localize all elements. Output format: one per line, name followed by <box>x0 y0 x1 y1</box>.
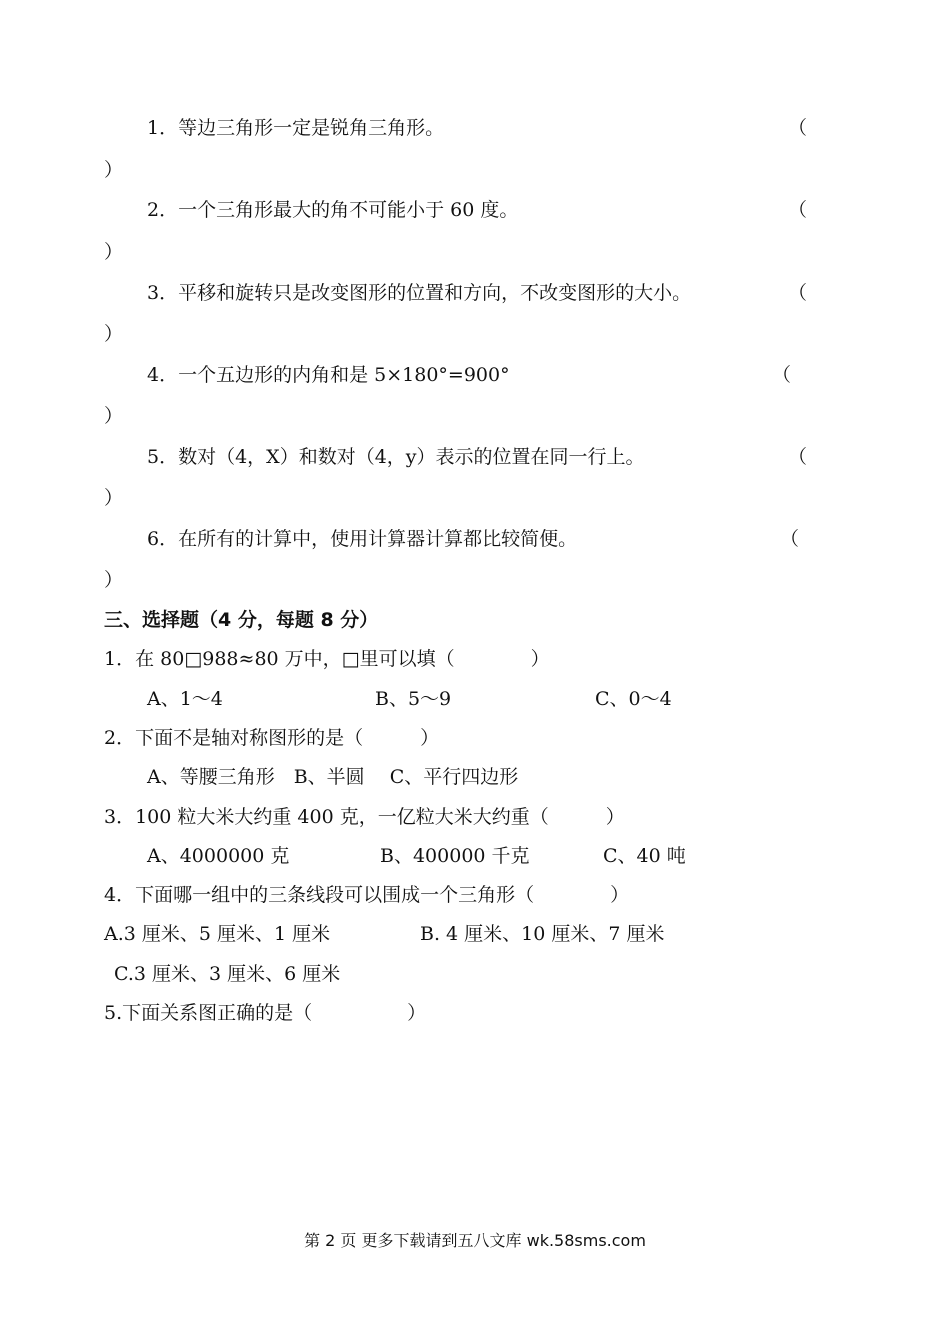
choice-3-option-b: B、400000 千克 <box>380 845 530 867</box>
choice-3-option-a: A、4000000 克 <box>147 845 290 867</box>
judgment-item-6: 6．在所有的计算中，使用计算器计算都比较简便。 <box>147 528 578 550</box>
choice-2-options: A、等腰三角形 B、半圆 C、平行四边形 <box>147 766 519 788</box>
answer-paren-open-2: （ <box>788 199 808 221</box>
choice-4-option-b: B. 4 厘米、10 厘米、7 厘米 <box>420 923 665 945</box>
judgment-item-5: 5．数对（4，X）和数对（4，y）表示的位置在同一行上。 <box>147 446 645 468</box>
choice-4-option-c: C.3 厘米、3 厘米、6 厘米 <box>114 963 341 985</box>
choice-question-1: 1．在 80□988≈80 万中，□里可以填（ ） <box>104 648 550 670</box>
judgment-item-4: 4．一个五边形的内角和是 5×180°=900° <box>147 364 510 386</box>
choice-question-2: 2．下面不是轴对称图形的是（ ） <box>104 727 440 749</box>
choice-question-3: 3．100 粒大米大约重 400 克，一亿粒大米大约重（ ） <box>104 806 625 828</box>
answer-paren-open-6: （ <box>780 528 800 550</box>
answer-paren-close-1: ） <box>104 159 124 181</box>
answer-paren-open-4: （ <box>772 364 792 386</box>
section-heading-choice: 三、选择题（4 分，每题 8 分） <box>104 609 379 631</box>
page-footer: 第 2 页 更多下载请到五八文库 wk.58sms.com <box>304 1231 646 1250</box>
choice-question-5: 5.下面关系图正确的是（ ） <box>104 1002 427 1024</box>
answer-paren-open-5: （ <box>788 446 808 468</box>
choice-1-option-a: A、1～4 <box>147 688 223 710</box>
answer-paren-close-3: ） <box>104 323 124 345</box>
answer-paren-close-5: ） <box>104 487 124 509</box>
answer-paren-open-1: （ <box>788 117 808 139</box>
judgment-item-3: 3．平移和旋转只是改变图形的位置和方向，不改变图形的大小。 <box>147 282 692 304</box>
answer-paren-open-3: （ <box>788 282 808 304</box>
answer-paren-close-4: ） <box>104 405 124 427</box>
answer-paren-close-6: ） <box>104 569 124 591</box>
choice-1-option-b: B、5～9 <box>375 688 452 710</box>
judgment-item-2: 2．一个三角形最大的角不可能小于 60 度。 <box>147 199 519 221</box>
choice-3-option-c: C、40 吨 <box>603 845 686 867</box>
answer-paren-close-2: ） <box>104 241 124 263</box>
judgment-item-1: 1．等边三角形一定是锐角三角形。 <box>147 117 445 139</box>
choice-1-option-c: C、0～4 <box>595 688 672 710</box>
choice-question-4: 4．下面哪一组中的三条线段可以围成一个三角形（ ） <box>104 884 630 906</box>
choice-4-option-a: A.3 厘米、5 厘米、1 厘米 <box>104 923 331 945</box>
